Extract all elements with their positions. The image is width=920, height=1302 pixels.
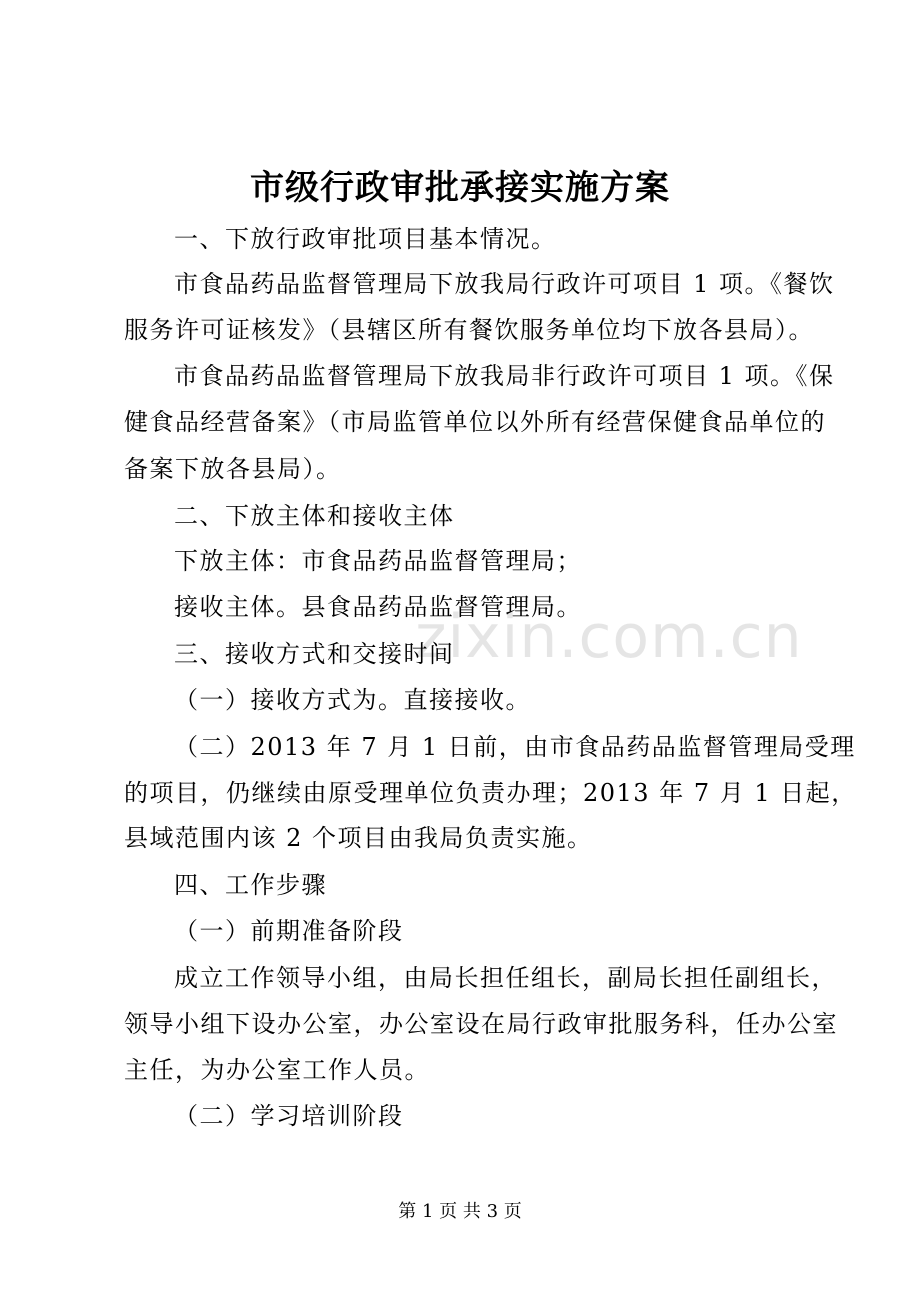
section-heading: 三、接收方式和交接时间 <box>174 640 455 668</box>
paragraph-line: 接收主体。县食品药品监督管理局。 <box>174 593 582 621</box>
paragraph-line: 市食品药品监督管理局下放我局行政许可项目 1 项。《餐饮 <box>174 270 835 298</box>
paragraph-line: 县域范围内该 2 个项目由我局负责实施。 <box>124 824 593 852</box>
paragraph-line: 健食品经营备案》（市局监管单位以外所有经营保健食品单位的 <box>124 408 826 436</box>
paragraph-line: 备案下放各县局）。 <box>124 455 342 483</box>
document-title: 市级行政审批承接实施方案 <box>250 168 670 208</box>
subsection-heading: （一）前期准备阶段 <box>174 917 404 945</box>
paragraph-line: 的项目，仍继续由原受理单位负责办理；2013 年 7 月 1 日起， <box>124 779 857 807</box>
paragraph-line: 成立工作领导小组，由局长担任组长，副局长担任副组长， <box>174 964 837 992</box>
subsection-heading: （二）学习培训阶段 <box>174 1102 404 1130</box>
watermark-text: zixin.com.cn <box>415 602 803 672</box>
paragraph-line: 市食品药品监督管理局下放我局非行政许可项目 1 项。《保 <box>174 362 835 390</box>
paragraph-line: 服务许可证核发》（县辖区所有餐饮服务单位均下放各县局）。 <box>124 316 814 344</box>
paragraph-line: 主任，为办公室工作人员。 <box>124 1056 430 1084</box>
paragraph-line: 领导小组下设办公室，办公室设在局行政审批服务科，任办公室 <box>124 1010 838 1038</box>
section-heading: 一、下放行政审批项目基本情况。 <box>174 225 557 253</box>
page-footer: 第 1 页 共 3 页 <box>398 1201 522 1222</box>
paragraph-line: （二）2013 年 7 月 1 日前，由市食品药品监督管理局受理 <box>174 733 856 761</box>
paragraph-line: 下放主体：市食品药品监督管理局； <box>174 547 582 575</box>
subsection-heading: （一）接收方式为。直接接收。 <box>174 686 531 714</box>
section-heading: 四、工作步骤 <box>174 871 327 899</box>
section-heading: 二、下放主体和接收主体 <box>174 502 455 530</box>
